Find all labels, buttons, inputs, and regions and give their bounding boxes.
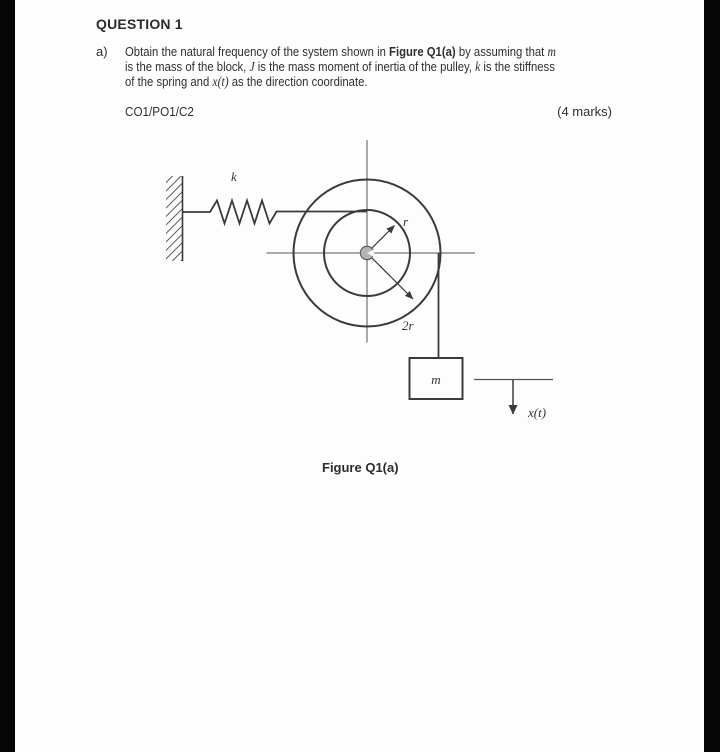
mass-label: m xyxy=(431,372,441,387)
figure-reference: Figure Q1(a) xyxy=(389,44,456,59)
radius-arrow-r xyxy=(369,226,395,252)
text-run: Obtain the natural frequency of the system shown in xyxy=(125,44,390,59)
spring-stiffness-label: k xyxy=(231,169,237,184)
math-symbol-J: J xyxy=(249,59,255,75)
question-title: QUESTION 1 xyxy=(96,16,183,32)
outer-radius-label: 2r xyxy=(402,318,414,333)
math-symbol-k: k xyxy=(475,59,481,75)
text-run: of the spring and xyxy=(125,74,213,90)
text-run: by assuming that xyxy=(455,44,548,59)
marks-allocation: (4 marks) xyxy=(557,104,612,119)
text-run: is the stiffness xyxy=(480,59,555,75)
wall-hatch xyxy=(166,176,182,261)
inner-radius-label: r xyxy=(403,214,409,229)
text-run: is the mass moment of inertia of the pulley, xyxy=(254,59,476,75)
part-label: a) xyxy=(96,44,108,59)
math-symbol-m: m xyxy=(547,44,556,59)
figure-caption: Figure Q1(a) xyxy=(322,460,399,475)
text-run: as the direction coordinate. xyxy=(228,74,368,90)
displacement-label: x(t) xyxy=(528,405,547,420)
radius-arrow-2r xyxy=(369,255,414,300)
math-symbol-xt: x(t) xyxy=(212,74,229,90)
text-run: is the mass of the block, xyxy=(125,59,250,75)
course-code: CO1/PO1/C2 xyxy=(125,104,194,119)
